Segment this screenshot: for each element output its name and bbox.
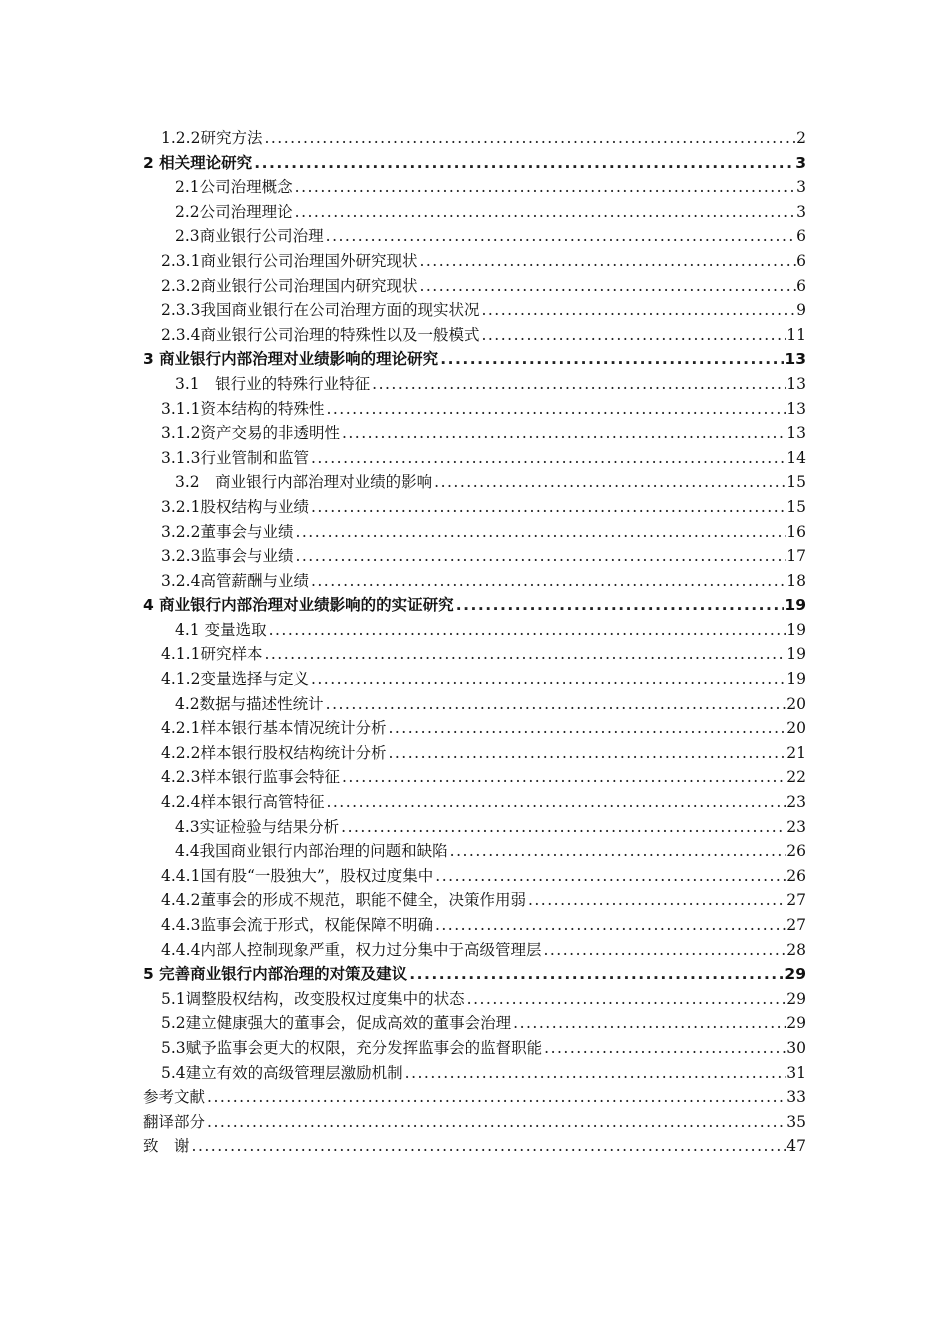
toc-entry[interactable]	[143, 323, 806, 348]
toc-entry[interactable]	[143, 864, 806, 889]
toc-entry-title: 3.2.4高管薪酬与业绩	[161, 571, 309, 590]
toc-entry-title: 参考文献	[143, 1088, 206, 1107]
toc-entry-page-number: 35	[786, 1112, 806, 1131]
toc-entry-title: 4.2.3样本银行监事会特征	[161, 768, 340, 787]
toc-entry-title: 4.2.4样本银行高管特征	[161, 793, 325, 812]
toc-entry[interactable]	[143, 372, 806, 397]
toc-entry-page-number: 29	[786, 989, 806, 1008]
toc-entry-title: 翻译部分	[143, 1112, 206, 1131]
toc-entry[interactable]	[143, 618, 806, 643]
toc-entry-title: 3.2.1股权结构与业绩	[161, 497, 309, 516]
toc-entry[interactable]	[143, 569, 806, 594]
toc-entry[interactable]	[143, 470, 806, 495]
dot-leader	[479, 298, 796, 323]
toc-entry-page-number: 19	[784, 596, 806, 615]
toc-entry-title: 4.4我国商业银行内部治理的问题和缺陷	[175, 842, 448, 861]
toc-entry-page-number: 29	[784, 965, 806, 984]
dot-leader	[324, 692, 787, 717]
toc-entry-title: 3.2.3监事会与业绩	[161, 547, 294, 566]
toc-entry[interactable]	[143, 1011, 806, 1036]
toc-entry[interactable]	[143, 815, 806, 840]
toc-entry-page-number: 27	[786, 891, 806, 910]
dot-leader	[293, 175, 796, 200]
dot-leader	[262, 642, 786, 667]
toc-entry[interactable]	[143, 1134, 806, 1159]
toc-entry-page-number: 15	[786, 473, 806, 492]
toc-entry-title: 2.3.1商业银行公司治理国外研究现状	[161, 251, 418, 270]
toc-entry-title: 2.3.3我国商业银行在公司治理方面的现实状况	[161, 301, 480, 320]
toc-entry[interactable]	[143, 544, 806, 569]
dot-leader	[403, 1061, 787, 1086]
dot-leader	[205, 1085, 786, 1110]
toc-entry-title: 5.2建立健康强大的董事会，促成高效的董事会治理	[161, 1014, 512, 1033]
toc-entry-page-number: 19	[786, 645, 806, 664]
toc-entry-title: 致 谢	[143, 1137, 190, 1156]
toc-entry-title: 5.3赋予监事会更大的权限，充分发挥监事会的监督职能	[161, 1038, 543, 1057]
toc-entry-page-number: 19	[786, 620, 806, 639]
dot-leader	[309, 446, 786, 471]
toc-entry[interactable]	[143, 667, 806, 692]
toc-entry-page-number: 16	[786, 522, 806, 541]
toc-entry[interactable]	[143, 224, 806, 249]
dot-leader	[433, 913, 786, 938]
toc-entry[interactable]	[143, 913, 806, 938]
toc-entry-page-number: 23	[786, 817, 806, 836]
toc-entry[interactable]	[143, 987, 806, 1012]
toc-entry-title: 3.1 银行业的特殊行业特征	[175, 374, 371, 393]
toc-entry-title: 3.1.3行业管制和监管	[161, 448, 309, 467]
dot-leader	[438, 347, 784, 372]
toc-entry[interactable]	[143, 397, 806, 422]
toc-entry-page-number: 13	[786, 399, 806, 418]
toc-entry-title: 3.2 商业银行内部治理对业绩的影响	[175, 473, 433, 492]
dot-leader	[293, 544, 786, 569]
toc-entry-title: 4.4.4内部人控制现象严重，权力过分集中于高级管理层	[161, 940, 542, 959]
toc-entry[interactable]	[143, 888, 806, 913]
toc-entry[interactable]	[143, 347, 806, 372]
toc-entry-page-number: 23	[786, 793, 806, 812]
toc-entry-page-number: 30	[786, 1038, 806, 1057]
dot-leader	[339, 815, 786, 840]
toc-entry[interactable]	[143, 839, 806, 864]
dot-leader	[370, 372, 786, 397]
dot-leader	[324, 397, 786, 422]
toc-entry-page-number: 6	[796, 276, 806, 295]
toc-entry-page-number: 3	[796, 178, 806, 197]
toc-entry-page-number: 13	[786, 374, 806, 393]
toc-entry-page-number: 6	[796, 227, 806, 246]
toc-entry[interactable]	[143, 692, 806, 717]
dot-leader	[542, 1036, 786, 1061]
dot-leader	[479, 323, 786, 348]
toc-entry-page-number: 28	[786, 940, 806, 959]
toc-entry-page-number: 17	[786, 547, 806, 566]
toc-entry[interactable]	[143, 495, 806, 520]
toc-entry-title: 2.3.4商业银行公司治理的特殊性以及一般模式	[161, 325, 480, 344]
toc-entry[interactable]	[143, 716, 806, 741]
dot-leader	[252, 151, 795, 176]
toc-entry[interactable]	[143, 938, 806, 963]
toc-entry[interactable]	[143, 298, 806, 323]
toc-entry-title: 1.2.2研究方法	[161, 129, 263, 147]
dot-leader	[262, 126, 796, 151]
toc-entry-title: 3 商业银行内部治理对业绩影响的理论研究	[143, 350, 439, 369]
toc-entry-title: 3.1.2资产交易的非透明性	[161, 424, 340, 443]
toc-entry-page-number: 19	[786, 670, 806, 689]
dot-leader	[526, 888, 786, 913]
toc-entry[interactable]	[143, 274, 806, 299]
toc-entry-page-number: 6	[796, 251, 806, 270]
toc-entry-title: 3.1.1资本结构的特殊性	[161, 399, 325, 418]
toc-entry[interactable]	[143, 1061, 806, 1086]
dot-leader	[386, 741, 786, 766]
toc-entry-title: 4.2.1样本银行基本情况统计分析	[161, 719, 387, 738]
toc-entry[interactable]	[143, 741, 806, 766]
toc-entry[interactable]	[143, 790, 806, 815]
toc-entry-title: 5.1调整股权结构，改变股权过度集中的状态	[161, 989, 465, 1008]
toc-entry[interactable]	[143, 1085, 806, 1110]
dot-leader	[267, 618, 787, 643]
toc-entry[interactable]	[143, 765, 806, 790]
toc-entry-title: 2.2公司治理理论	[175, 202, 293, 221]
toc-entry-page-number: 27	[786, 916, 806, 934]
dot-leader	[417, 274, 796, 299]
toc-entry[interactable]	[143, 200, 806, 225]
toc-entry-title: 4 商业银行内部治理对业绩影响的的实证研究	[143, 596, 454, 615]
toc-entry-page-number: 26	[786, 842, 806, 861]
dot-leader	[324, 790, 786, 815]
dot-leader	[417, 249, 796, 274]
dot-leader	[190, 1134, 787, 1159]
toc-entry[interactable]	[143, 249, 806, 274]
toc-entry[interactable]	[143, 126, 806, 151]
dot-leader	[541, 938, 786, 963]
toc-entry-title: 2.3商业银行公司治理	[175, 227, 324, 246]
toc-entry-title: 4.2.2样本银行股权结构统计分析	[161, 743, 387, 762]
toc-entry-title: 4.1 变量选取	[175, 620, 267, 639]
dot-leader	[293, 200, 796, 225]
dot-leader	[309, 569, 786, 594]
dot-leader	[309, 495, 786, 520]
toc-entry-title: 2 相关理论研究	[143, 153, 253, 172]
toc-entry-page-number: 9	[796, 301, 806, 320]
dot-leader	[340, 421, 786, 446]
dot-leader	[511, 1011, 786, 1036]
toc-entry-title: 2.3.2商业银行公司治理国内研究现状	[161, 276, 418, 295]
dot-leader	[433, 864, 786, 889]
toc-entry-page-number: 13	[784, 350, 806, 369]
toc-entry[interactable]	[143, 1036, 806, 1061]
toc-entry-title: 4.4.1国有股“一股独大”，股权过度集中	[161, 866, 434, 885]
dot-leader	[465, 987, 787, 1012]
toc-entry[interactable]	[143, 421, 806, 446]
toc-entry-title: 2.1公司治理概念	[175, 178, 293, 197]
toc-entry-title: 3.2.2董事会与业绩	[161, 522, 294, 541]
toc-entry-page-number: 13	[786, 424, 806, 443]
toc-entry[interactable]	[143, 1110, 806, 1135]
toc-entry[interactable]	[143, 520, 806, 545]
dot-leader	[448, 839, 787, 864]
toc-entry-title: 4.3实证检验与结果分析	[175, 817, 340, 836]
toc-entry-page-number: 2	[796, 129, 806, 147]
toc-entry-page-number: 20	[786, 719, 806, 738]
toc-entry[interactable]	[143, 151, 806, 176]
toc-entry-title: 4.4.3监事会流于形式，权能保障不明确	[161, 916, 433, 934]
dot-leader	[407, 962, 784, 987]
toc-entry-page-number: 14	[786, 448, 806, 467]
toc-entry[interactable]	[143, 962, 806, 987]
dot-leader	[386, 716, 786, 741]
toc-entry-page-number: 21	[786, 743, 806, 762]
toc-entry-page-number: 15	[786, 497, 806, 516]
toc-entry-page-number: 11	[786, 325, 806, 344]
toc-entry[interactable]	[143, 593, 806, 618]
toc-entry-title: 4.1.2变量选择与定义	[161, 670, 309, 689]
toc-entry[interactable]	[143, 446, 806, 471]
dot-leader	[309, 667, 786, 692]
toc-entry[interactable]	[143, 175, 806, 200]
toc-entry-title: 4.2数据与描述性统计	[175, 694, 324, 713]
toc-entry-page-number: 31	[786, 1063, 806, 1082]
toc-entry[interactable]	[143, 642, 806, 667]
dot-leader	[293, 520, 786, 545]
toc-entry-title: 4.1.1研究样本	[161, 645, 263, 664]
dot-leader	[432, 470, 786, 495]
toc-entry-title: 5.4建立有效的高级管理层激励机制	[161, 1063, 403, 1082]
toc-entry-page-number: 20	[786, 694, 806, 713]
toc-entry-title: 4.4.2董事会的形成不规范，职能不健全，决策作用弱	[161, 891, 526, 910]
toc-entry-page-number: 47	[786, 1137, 806, 1156]
dot-leader	[324, 224, 796, 249]
table-of-contents	[143, 126, 806, 1159]
dot-leader	[340, 765, 786, 790]
toc-entry-page-number: 26	[786, 866, 806, 885]
toc-entry-page-number: 22	[786, 768, 806, 787]
dot-leader	[454, 593, 785, 618]
toc-entry-page-number: 18	[786, 571, 806, 590]
toc-entry-page-number: 3	[795, 153, 806, 172]
toc-entry-page-number: 3	[796, 202, 806, 221]
toc-entry-title: 5 完善商业银行内部治理的对策及建议	[143, 965, 408, 984]
toc-entry-page-number: 33	[786, 1088, 806, 1107]
toc-entry-page-number: 29	[786, 1014, 806, 1033]
dot-leader	[205, 1110, 786, 1135]
